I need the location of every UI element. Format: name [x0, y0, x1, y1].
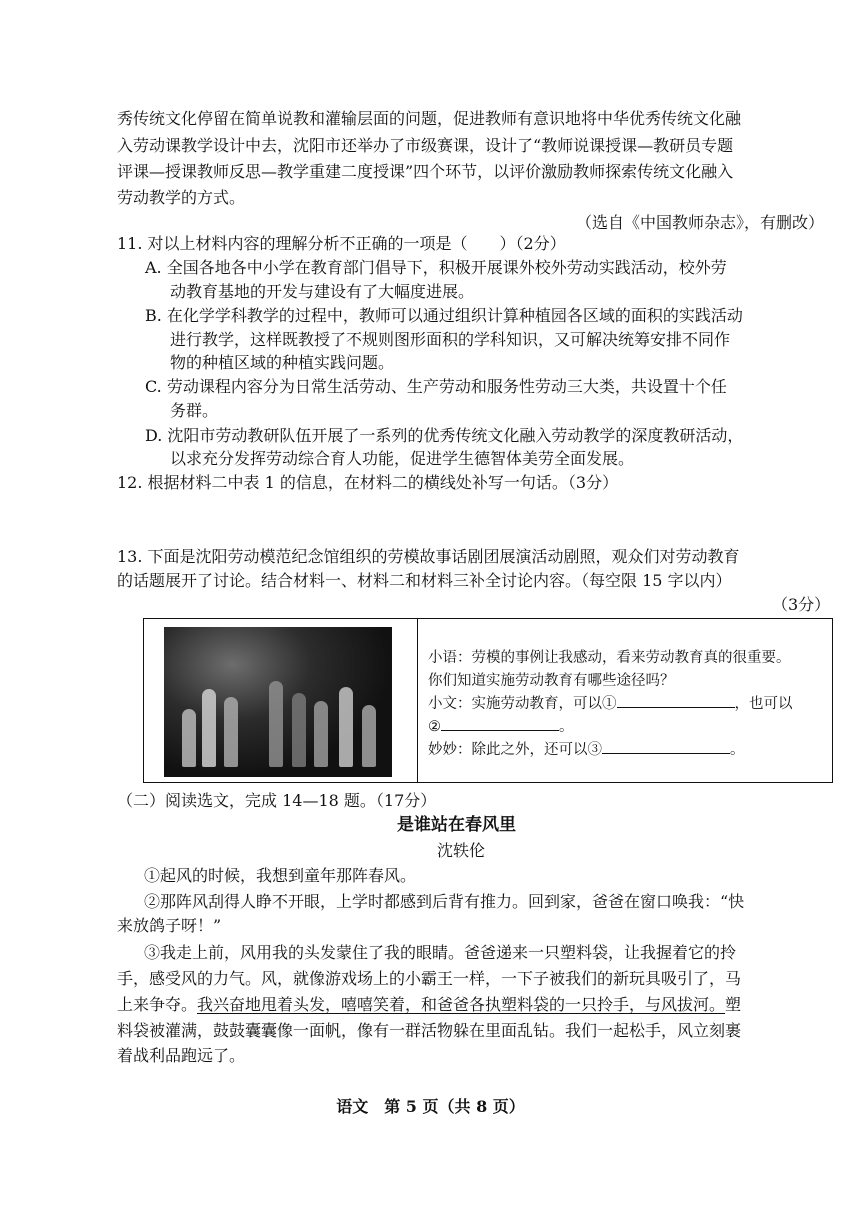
dialog-line-xiaoyu-2: 你们知道实施劳动教育有哪些途径吗？	[428, 673, 675, 689]
question-11-stem: 11. 对以上材料内容的理解分析不正确的一项是（ ）（2分）	[117, 234, 566, 253]
article-text: 塑	[725, 995, 742, 1014]
article-text: 上来争夺。	[117, 995, 198, 1014]
q11-option: 务群。	[170, 401, 219, 420]
article-paragraph: ②那阵风刮得人睁不开眼，上学时都感到后背有推力。回到家，爸爸在窗口唤我：“快	[144, 892, 745, 911]
page-footer: 语文 第 5 页（共 8 页）	[336, 1097, 525, 1116]
answer-blank-3[interactable]	[602, 739, 730, 754]
discussion-dialog	[428, 647, 824, 762]
dialog-text: ，也可以	[734, 696, 793, 712]
dialog-text: 小文：实施劳动教育，可以①	[428, 696, 617, 712]
article-paragraph: 手，感受风的力气。风，就像游戏场上的小霸王一样，一下子被我们的新玩具吸引了，马	[117, 969, 742, 988]
q11-option: 进行教学，这样既教授了不规则图形面积的学科知识，又可解决统筹安排不同作	[170, 330, 731, 349]
q11-option: C. 劳动课程内容分为日常生活劳动、生产劳动和服务性劳动三大类，共设置十个任	[145, 377, 727, 396]
article-paragraph: 料袋被灌满，鼓鼓囊囊像一面帆，像有一群活物躲在里面乱钻。我们一起松手，风立刻裹	[117, 1021, 742, 1040]
source-citation: （选自《中国教师杂志》，有删改）	[576, 213, 825, 232]
article-paragraph: ③我走上前，风用我的头发蒙住了我的眼睛。爸爸递来一只塑料袋，让我握着它的拎	[144, 943, 737, 962]
dialog-text: ②	[428, 719, 441, 735]
question-13-figure-box	[143, 618, 833, 783]
article-title: 是谁站在春风里	[397, 815, 516, 835]
article-paragraph: ①起风的时候，我想到童年那阵春风。	[144, 866, 417, 885]
q11-option: A. 全国各地各中小学在教育部门倡导下，积极开展课外校外劳动实践活动，校外劳	[145, 258, 727, 277]
drama-stage-photo	[164, 627, 392, 777]
passage-line: 秀传统文化停留在简单说教和灌输层面的问题，促进教师有意识地将中华优秀传统文化融	[117, 109, 742, 128]
dialog-line-miaomiao	[428, 739, 824, 762]
article-author: 沈轶伦	[437, 841, 486, 860]
answer-blank-1[interactable]	[617, 693, 735, 708]
box-divider	[417, 619, 418, 782]
dialog-text: 。	[559, 719, 574, 735]
article-paragraph: 着战利品跑远了。	[117, 1046, 246, 1065]
q11-option: 动教育基地的开发与建设有了大幅度进展。	[170, 282, 475, 301]
q11-option: 物的种植区域的种植实践问题。	[170, 353, 395, 372]
article-paragraph-line	[117, 994, 741, 1016]
question-12-stem: 12. 根据材料二中表 1 的信息，在材料二的横线处补写一句话。（3分）	[117, 473, 619, 492]
dialog-line-xiaoyu: 小语：劳模的事例让我感动，看来劳动教育真的很重要。	[428, 650, 791, 666]
dialog-text: 。	[730, 742, 745, 758]
section-heading: （二）阅读选文，完成 14—18 题。（17分）	[117, 791, 437, 810]
dialog-text: 妙妙：除此之外，还可以③	[428, 742, 602, 758]
dialog-line-xiaowen	[428, 693, 824, 716]
q11-option: B. 在化学学科教学的过程中，教师可以通过组织计算种植园各区域的面积的实践活动	[145, 306, 743, 325]
q11-option: 以求充分发挥劳动综合育人功能，促进学生德智体美劳全面发展。	[170, 449, 635, 468]
passage-line: 入劳动课教学设计中去，沈阳市还举办了市级赛课，设计了“教师说课授课—教研员专题	[117, 136, 734, 155]
question-13-stem: 的话题展开了讨论。结合材料一、材料二和材料三补全讨论内容。（每空限 15 字以内）	[117, 571, 732, 590]
underlined-sentence: 我兴奋地甩着头发，嘻嘻笑着，和爸爸各执塑料袋的一只拎手，与风拔河。	[197, 995, 726, 1014]
question-13-stem: 13. 下面是沈阳劳动模范纪念馆组织的劳模故事话剧团展演活动剧照，观众们对劳动教育	[117, 547, 740, 566]
answer-blank-2[interactable]	[441, 716, 559, 731]
dialog-line-xiaowen-2	[428, 716, 824, 739]
article-paragraph: 来放鸽子呀！”	[117, 916, 222, 935]
passage-line: 评课—授课教师反思—教学重建二度授课”四个环节，以评价激励教师探索传统文化融入	[117, 162, 734, 181]
question-13-score: （3分）	[772, 595, 831, 614]
passage-line: 劳动教学的方式。	[117, 188, 246, 207]
q11-option: D. 沈阳市劳动教研队伍开展了一系列的优秀传统文化融入劳动教学的深度教研活动，	[145, 426, 744, 445]
